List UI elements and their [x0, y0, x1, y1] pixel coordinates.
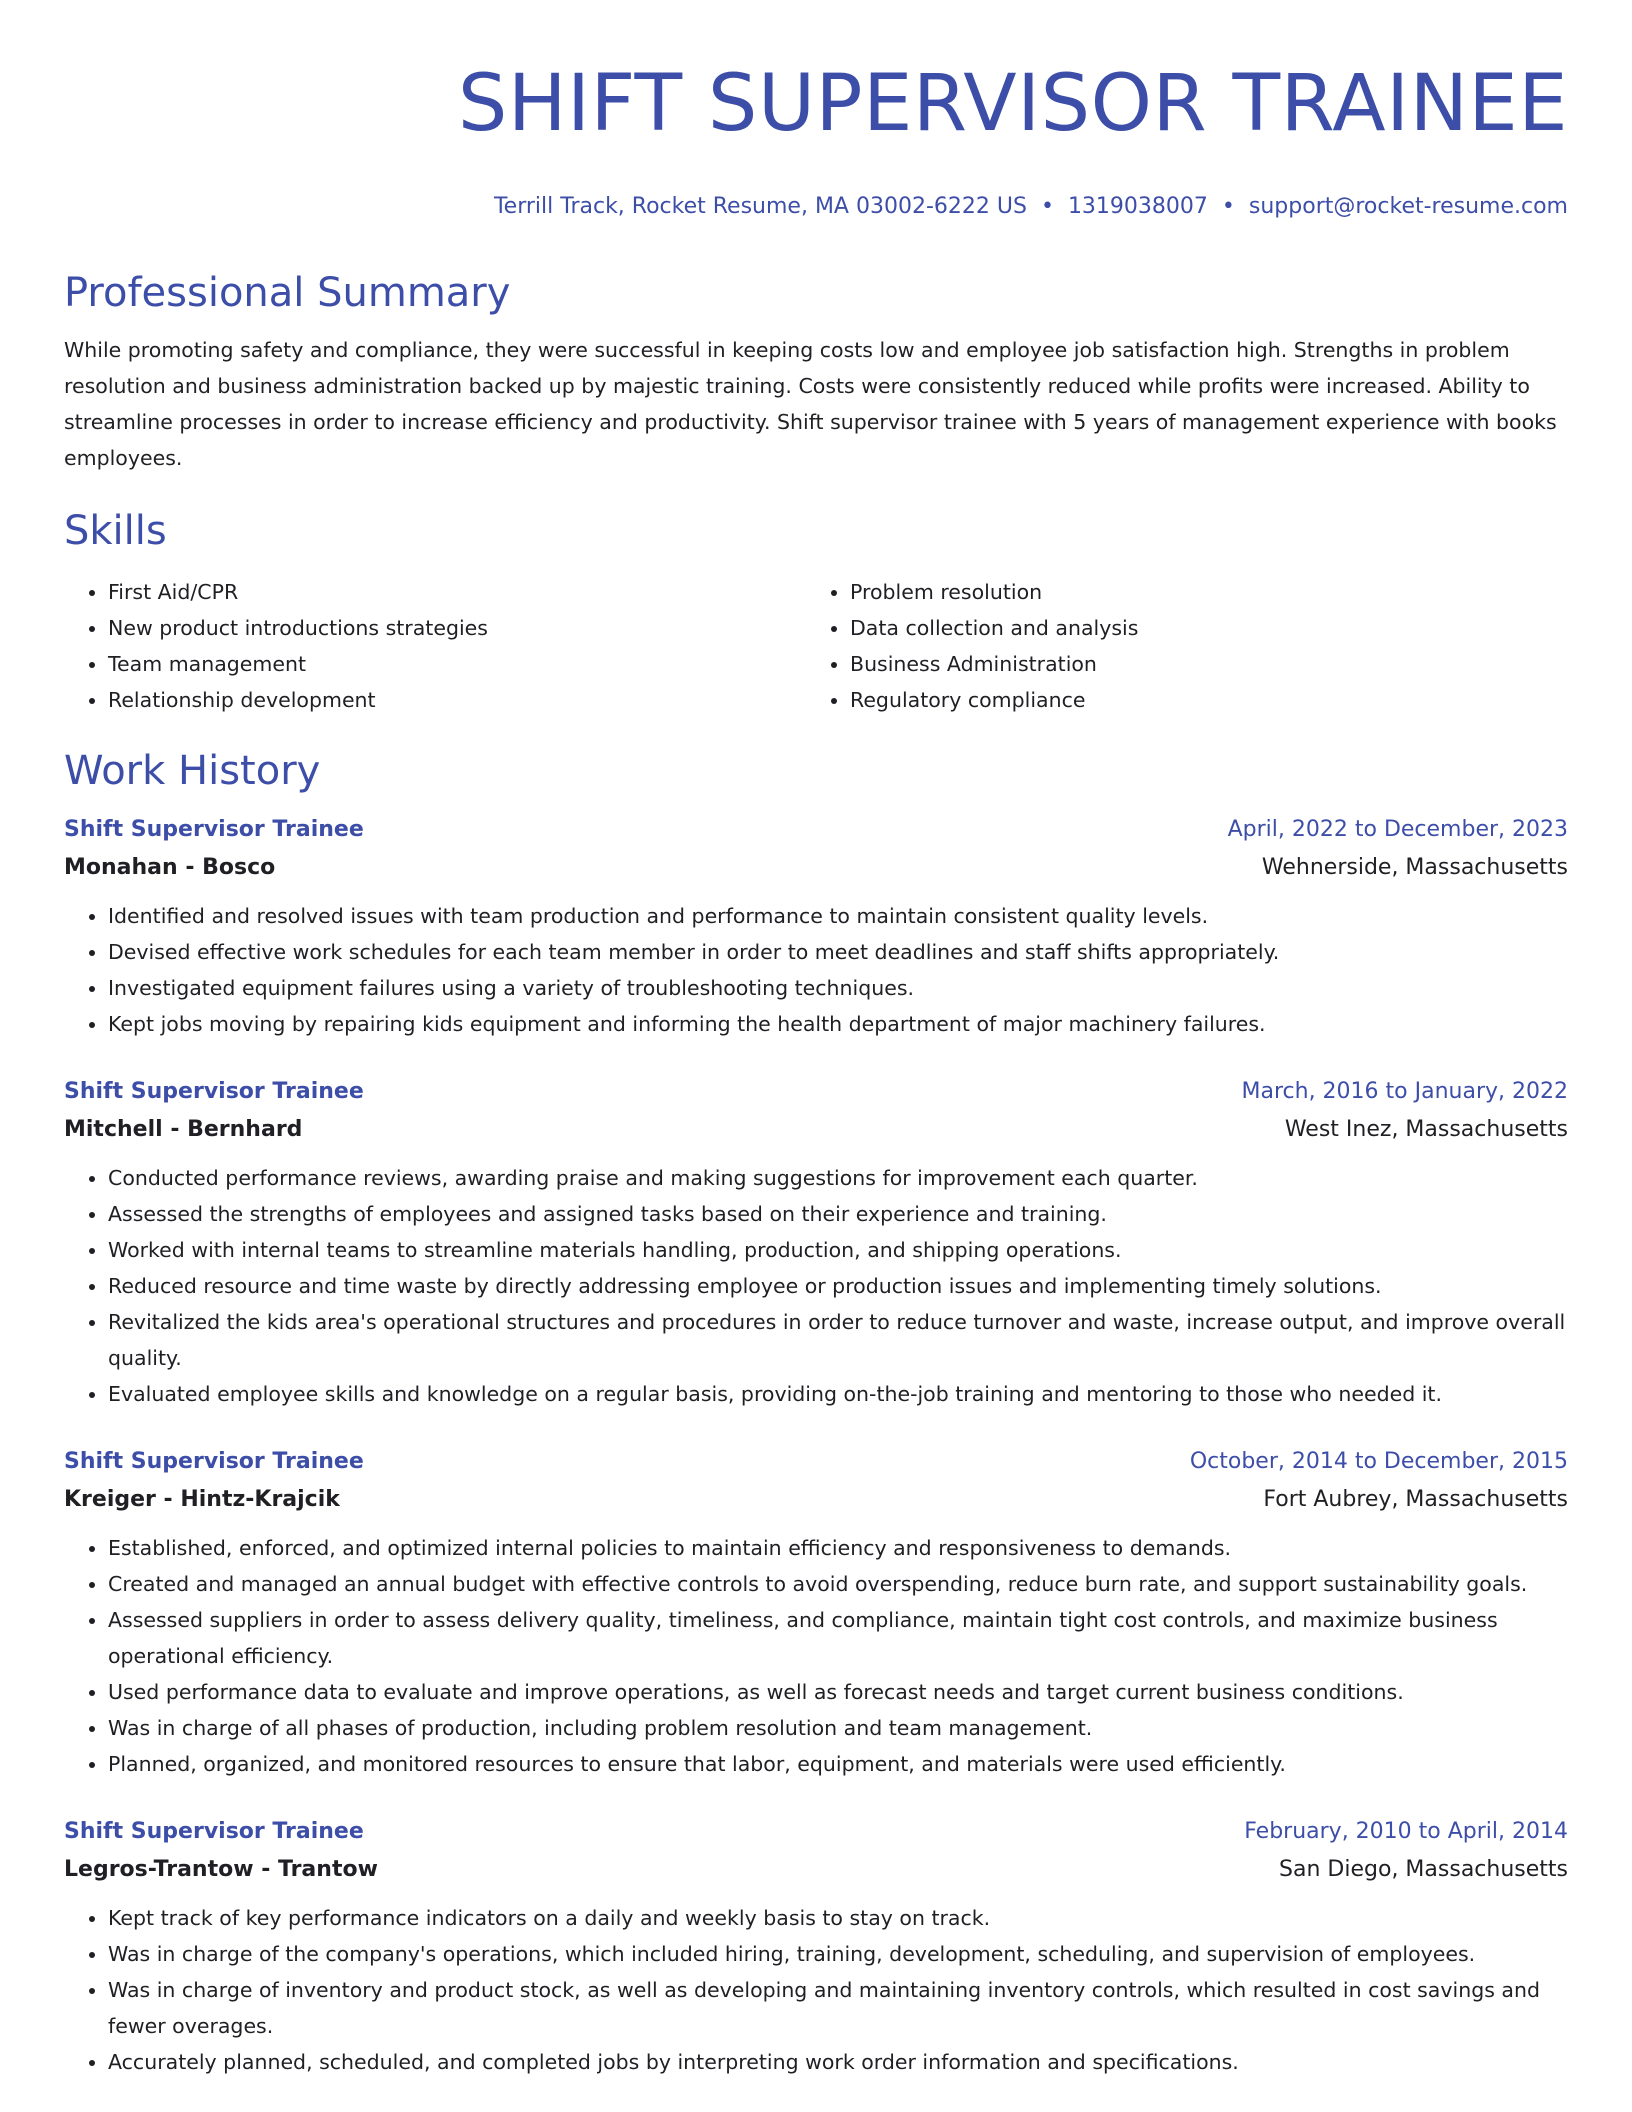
- skills-list: [64, 574, 1568, 718]
- resume-name: SHIFT SUPERVISOR TRAINEE: [457, 59, 1568, 149]
- job-dates: February, 2010 to April, 2014: [1244, 1819, 1568, 1844]
- job-dates: October, 2014 to December, 2015: [1189, 1449, 1568, 1474]
- contact-line: [64, 192, 1568, 222]
- skills-heading: Skills: [64, 508, 167, 554]
- job-bullet: • Was in charge of all phases of production, including problem resolution and team management.: [108, 1710, 1568, 1746]
- job-bullet: • Was in charge of the company's operations, which included hiring, training, development, scheduling, and supervision of employees.: [108, 1936, 1568, 1972]
- job-company: Kreiger - Hintz-Krajcik: [64, 1487, 340, 1512]
- job-bullet: • Used performance data to evaluate and improve operations, as well as forecast needs and target current business conditions.: [108, 1674, 1568, 1710]
- job-bullet: • Established, enforced, and optimized internal policies to maintain efficiency and responsiveness to demands.: [108, 1530, 1568, 1566]
- contact-separator: •: [1221, 194, 1235, 219]
- job-bullet: • Evaluated employee skills and knowledge on a regular basis, providing on-the-job training and mentoring to those who needed it.: [108, 1376, 1568, 1412]
- skill-item: • Data collection and analysis: [850, 610, 1548, 646]
- job-bullet: • Assessed the strengths of employees and assigned tasks based on their experience and training.: [108, 1196, 1568, 1232]
- job-bullets: [64, 1530, 1568, 1782]
- job-location: San Diego, Massachusetts: [1279, 1857, 1568, 1882]
- skill-item: • Relationship development: [108, 682, 806, 718]
- summary-text: While promoting safety and compliance, they were successful in keeping costs low and employee job satisfaction high. Strengths in problem resolution and business administration backed up by majestic training. Costs were consistently reduced while profits were increased. Ability to streamline processes in order to increase efficiency and productivity. Shift supervisor trainee with 5 years of management experience with books employees.: [64, 338, 1557, 470]
- job-title: Shift Supervisor Trainee: [64, 1079, 364, 1104]
- job-bullet: • Reduced resource and time waste by directly addressing employee or production issues and implementing timely solutions.: [108, 1268, 1568, 1304]
- job-bullet: • Planned, organized, and monitored resources to ensure that labor, equipment, and materials were used efficiently.: [108, 1746, 1568, 1782]
- contact-email[interactable]: support@rocket-resume.com: [1248, 194, 1568, 219]
- job-bullet: • Identified and resolved issues with team production and performance to maintain consistent quality levels.: [108, 898, 1568, 934]
- skills-column-left: [64, 574, 806, 718]
- job-title: Shift Supervisor Trainee: [64, 1819, 364, 1844]
- resume-page: [64, 0, 1568, 2080]
- job-bullet: • Created and managed an annual budget with effective controls to avoid overspending, reduce burn rate, and support sustainability goals.: [108, 1566, 1568, 1602]
- contact-address: Terrill Track, Rocket Resume, MA 03002-6222 US: [493, 194, 1027, 219]
- summary-heading: Professional Summary: [64, 270, 511, 316]
- contact-phone: 1319038007: [1067, 194, 1208, 219]
- job-bullet: • Was in charge of inventory and product stock, as well as developing and maintaining inventory controls, which resulted in cost savings and fewer overages.: [108, 1972, 1568, 2044]
- skills-column-right: [806, 574, 1548, 718]
- job-bullet: • Worked with internal teams to streamline materials handling, production, and shipping operations.: [108, 1232, 1568, 1268]
- job-entry: [64, 1444, 1568, 1782]
- job-company: Monahan - Bosco: [64, 855, 276, 880]
- job-bullet: • Kept jobs moving by repairing kids equipment and informing the health department of major machinery failures.: [108, 1006, 1568, 1042]
- job-bullets: [64, 1160, 1568, 1412]
- skill-item: • Business Administration: [850, 646, 1548, 682]
- job-bullet: • Kept track of key performance indicators on a daily and weekly basis to stay on track.: [108, 1900, 1568, 1936]
- skill-item: • First Aid/CPR: [108, 574, 806, 610]
- skill-item: • New product introductions strategies: [108, 610, 806, 646]
- job-location: West Inez, Massachusetts: [1284, 1117, 1568, 1142]
- job-bullets: [64, 898, 1568, 1042]
- skill-item: • Regulatory compliance: [850, 682, 1548, 718]
- skill-item: • Problem resolution: [850, 574, 1548, 610]
- job-company: Mitchell - Bernhard: [64, 1117, 303, 1142]
- job-bullet: • Revitalized the kids area's operational structures and procedures in order to reduce turnover and waste, increase output, and improve overall quality.: [108, 1304, 1568, 1376]
- job-bullet: • Conducted performance reviews, awarding praise and making suggestions for improvement each quarter.: [108, 1160, 1568, 1196]
- job-bullet: • Assessed suppliers in order to assess delivery quality, timeliness, and compliance, maintain tight cost controls, and maximize business operational efficiency.: [108, 1602, 1568, 1674]
- job-entry: [64, 812, 1568, 1042]
- job-title: Shift Supervisor Trainee: [64, 817, 364, 842]
- job-bullet: • Investigated equipment failures using a variety of troubleshooting techniques.: [108, 970, 1568, 1006]
- job-location: Fort Aubrey, Massachusetts: [1263, 1487, 1568, 1512]
- job-entry: [64, 1814, 1568, 2080]
- job-dates: April, 2022 to December, 2023: [1227, 817, 1568, 842]
- job-title: Shift Supervisor Trainee: [64, 1449, 364, 1474]
- job-bullet: • Accurately planned, scheduled, and completed jobs by interpreting work order information and specifications.: [108, 2044, 1568, 2080]
- job-bullets: [64, 1900, 1568, 2080]
- job-company: Legros-Trantow - Trantow: [64, 1857, 378, 1882]
- job-location: Wehnerside, Massachusetts: [1261, 855, 1568, 880]
- work-history-heading: Work History: [64, 748, 321, 794]
- job-dates: March, 2016 to January, 2022: [1241, 1079, 1568, 1104]
- job-entry: [64, 1074, 1568, 1412]
- job-bullet: • Devised effective work schedules for each team member in order to meet deadlines and staff shifts appropriately.: [108, 934, 1568, 970]
- skill-item: • Team management: [108, 646, 806, 682]
- contact-separator: •: [1040, 194, 1054, 219]
